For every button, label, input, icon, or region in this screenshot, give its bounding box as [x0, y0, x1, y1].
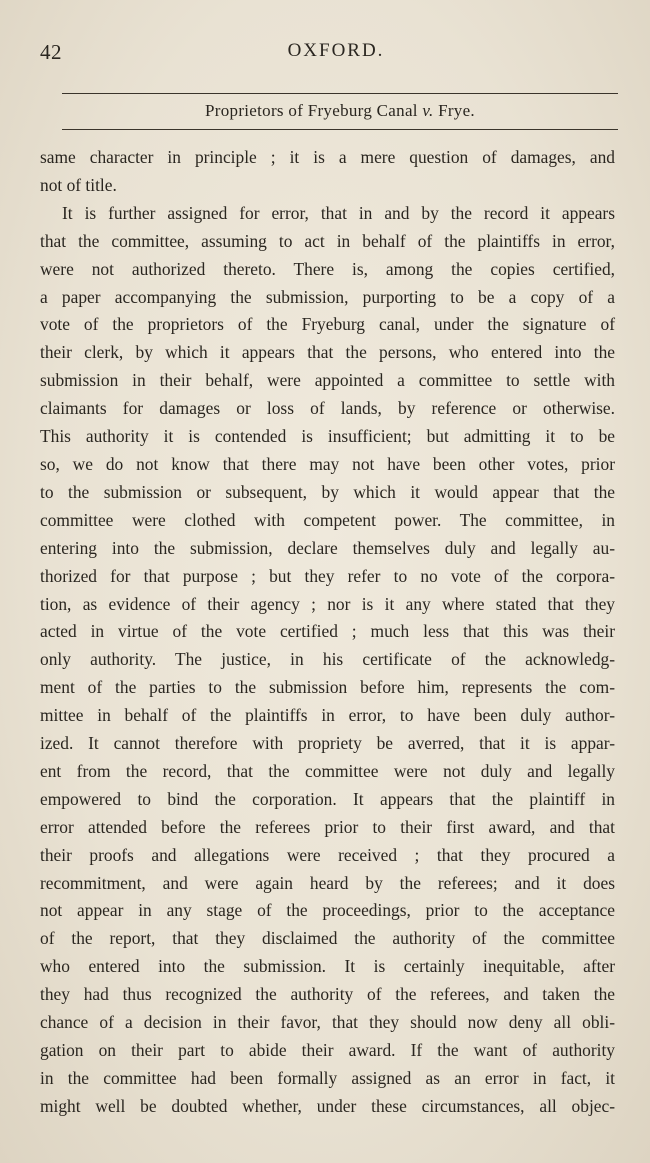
- header-rule-bottom: [62, 129, 618, 130]
- text-line: only authority. The justice, in his certificate of the acknowledg-: [40, 649, 615, 670]
- text-line: chance of a decision in their favor, that they should now deny all obli-: [40, 1012, 615, 1033]
- body-text: [40, 144, 615, 1121]
- text-line: claimants for damages or loss of lands, by reference or otherwise.: [40, 398, 615, 419]
- text-line: ment of the parties to the submission before him, represents the com-: [40, 677, 615, 698]
- text-line: mittee in behalf of the plaintiffs in error, to have been duly author-: [40, 705, 615, 726]
- text-line: they had thus recognized the authority of the referees, and taken the: [40, 984, 615, 1005]
- text-line: who entered into the submission. It is certainly inequitable, after: [40, 956, 615, 977]
- running-title: OXFORD.: [287, 40, 385, 61]
- text-line: error attended before the referees prior to their first award, and that: [40, 816, 615, 837]
- text-line: same character in principle ; it is a mere question of damages, and: [40, 147, 615, 167]
- text-line: submission in their behalf, were appointed a committee to settle with: [40, 370, 615, 391]
- header-rule-top: [62, 93, 618, 94]
- text-line: that the committee, assuming to act in behalf of the plaintiffs in error,: [40, 230, 615, 251]
- text-line: gation on their part to abide their award. If the want of authority: [40, 1040, 615, 1060]
- case-title-versus: v.: [422, 101, 434, 120]
- text-line: a paper accompanying the submission, purporting to be a copy of a: [40, 286, 615, 307]
- page-number: 42: [40, 40, 62, 64]
- text-line: thorized for that purpose ; but they refer to no vote of the corpora-: [40, 565, 615, 586]
- text-line: committee were clothed with competent power. The committee, in: [40, 509, 615, 530]
- text-line: not of title.: [40, 174, 117, 195]
- case-title: [62, 101, 618, 121]
- case-title-plaintiff: Proprietors of Fryeburg Canal: [205, 101, 423, 120]
- text-line: tion, as evidence of their agency ; nor is it any where stated that they: [40, 593, 615, 614]
- running-head: [40, 40, 616, 70]
- text-line: in the committee had been formally assigned as an error in fact, it: [40, 1067, 615, 1088]
- text-line: This authority it is contended is insufficient; but admitting it to be: [40, 426, 615, 447]
- text-line: entering into the submission, declare themselves duly and legally au-: [40, 537, 615, 558]
- text-line: to the submission or subsequent, by which it would appear that the: [40, 481, 615, 502]
- text-line: ent from the record, that the committee were not duly and legally: [40, 760, 615, 781]
- text-line: their proofs and allegations were received ; that they procured a: [40, 844, 615, 865]
- text-line: so, we do not know that there may not have been other votes, prior: [40, 453, 615, 474]
- text-line: not appear in any stage of the proceedings, prior to the acceptance: [40, 900, 615, 921]
- case-title-defendant: Frye.: [433, 101, 475, 120]
- text-line: recommitment, and were again heard by the referees; and it does: [40, 872, 615, 893]
- text-line: of the report, that they disclaimed the authority of the committee: [40, 928, 615, 949]
- text-line: vote of the proprietors of the Fryeburg canal, under the signature of: [40, 314, 615, 335]
- text-line: acted in virtue of the vote certified ; much less that this was their: [40, 621, 615, 642]
- text-line: were not authorized thereto. There is, among the copies certified,: [40, 258, 615, 279]
- text-line: empowered to bind the corporation. It appears that the plaintiff in: [40, 788, 615, 809]
- text-line: might well be doubted whether, under these circumstances, all objec-: [40, 1095, 615, 1116]
- text-line: their clerk, by which it appears that the persons, who entered into the: [40, 342, 615, 363]
- text-line: It is further assigned for error, that in and by the record it appears: [62, 202, 615, 223]
- text-line: ized. It cannot therefore with propriety be averred, that it is appar-: [40, 733, 615, 754]
